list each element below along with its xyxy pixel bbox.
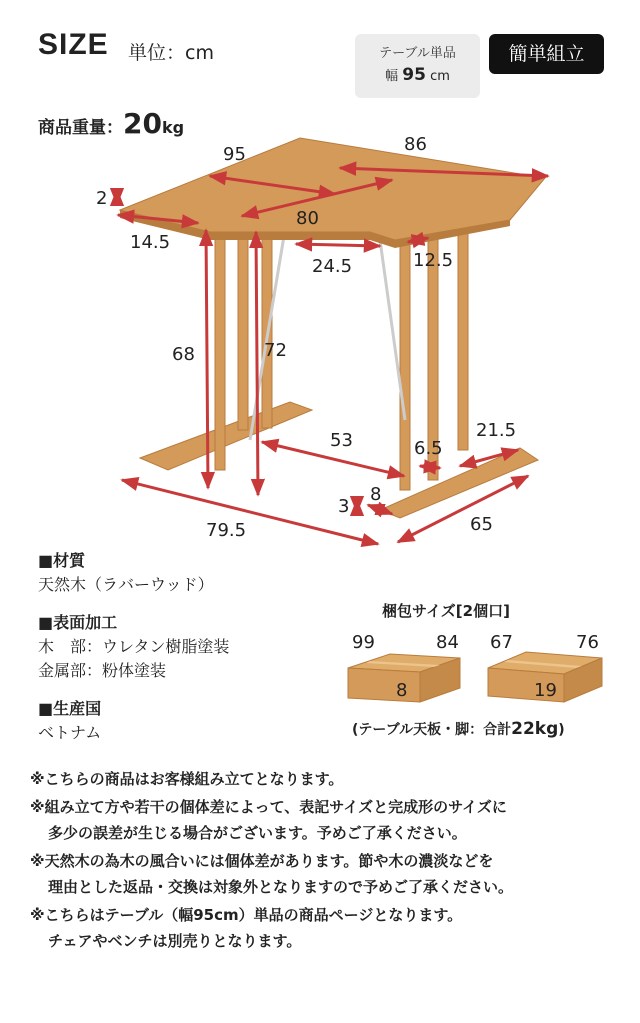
single-item-label: テーブル単品 [379, 46, 456, 61]
dim-base-depth: 65 [470, 514, 493, 535]
leg [215, 220, 225, 470]
dim-top-length: 95 [223, 144, 246, 165]
dim-total-height: 72 [264, 340, 287, 361]
dim-foot-length: 21.5 [476, 420, 517, 441]
note-3-cont: 理由とした返品・交換は対象外となりますので予めご了承ください。 [48, 878, 514, 896]
package-box-1 [348, 632, 460, 702]
origin-heading: ■生産国 [38, 699, 102, 718]
dim-front-inset: 14.5 [130, 232, 171, 253]
note-4: ※こちらはテーブル（幅95cm）単品の商品ページとなります。 [30, 906, 463, 924]
dim-thickness: 2 [96, 188, 108, 209]
finish-metal: 金属部：粉体塗装 [38, 661, 167, 680]
dim-foot-width: 8 [370, 484, 382, 505]
svg-text:99: 99 [352, 632, 375, 653]
svg-text:67: 67 [490, 632, 513, 653]
note-2: ※組み立て方や若干の個体差によって、表記サイズと完成形のサイズに [30, 798, 507, 816]
dim-top-depth: 86 [404, 134, 427, 155]
leg [400, 230, 410, 490]
finish-wood: 木 部：ウレタン樹脂塗装 [38, 637, 230, 656]
svg-text:84: 84 [436, 632, 459, 653]
svg-text:8: 8 [396, 680, 408, 701]
note-1: ※こちらの商品はお客様組み立てとなります。 [30, 770, 344, 788]
product-weight: 商品重量：20kg [38, 107, 185, 140]
unit-label: 単位：cm [128, 42, 214, 64]
dim-rail-depth: 24.5 [312, 256, 353, 277]
note-3: ※天然木の為木の風合いには個体差があります。節や木の濃淡などを [30, 852, 494, 870]
left-foot [140, 402, 312, 470]
single-item-width: 幅 95 cm [385, 65, 450, 85]
svg-text:19: 19 [534, 680, 557, 701]
table-dimension-diagram [0, 120, 640, 550]
package-weight-note: (テーブル天板・脚：合計22kg) [352, 719, 565, 739]
package-size-title: 梱包サイズ[2個口] [382, 602, 510, 620]
origin-text: ベトナム [38, 723, 102, 742]
package-boxes [330, 628, 620, 718]
dim-rear-inset: 12.5 [413, 250, 454, 271]
dim-foot-height: 3 [338, 496, 350, 517]
note-4-cont: チェアやベンチは別売りとなります。 [48, 932, 302, 950]
svg-text:76: 76 [576, 632, 599, 653]
dim-foot-span: 53 [330, 430, 353, 451]
dim-leg-height: 68 [172, 344, 195, 365]
dim-base-length: 79.5 [206, 520, 247, 541]
dim-foot-gap: 6.5 [414, 438, 443, 459]
easy-assembly-badge: 簡単組立 [489, 34, 604, 74]
material-text: 天然木（ラバーウッド） [38, 575, 214, 594]
tabletop [120, 138, 545, 240]
dim-inner-width: 80 [296, 208, 319, 229]
note-2-cont: 多少の誤差が生じる場合がございます。予めご了承ください。 [48, 824, 467, 842]
single-item-box [355, 34, 480, 98]
size-title: SIZE [38, 28, 109, 61]
material-heading: ■材質 [38, 551, 86, 570]
leg [238, 215, 248, 430]
package-box-2 [488, 632, 602, 702]
leg [458, 220, 468, 450]
finish-heading: ■表面加工 [38, 613, 118, 632]
